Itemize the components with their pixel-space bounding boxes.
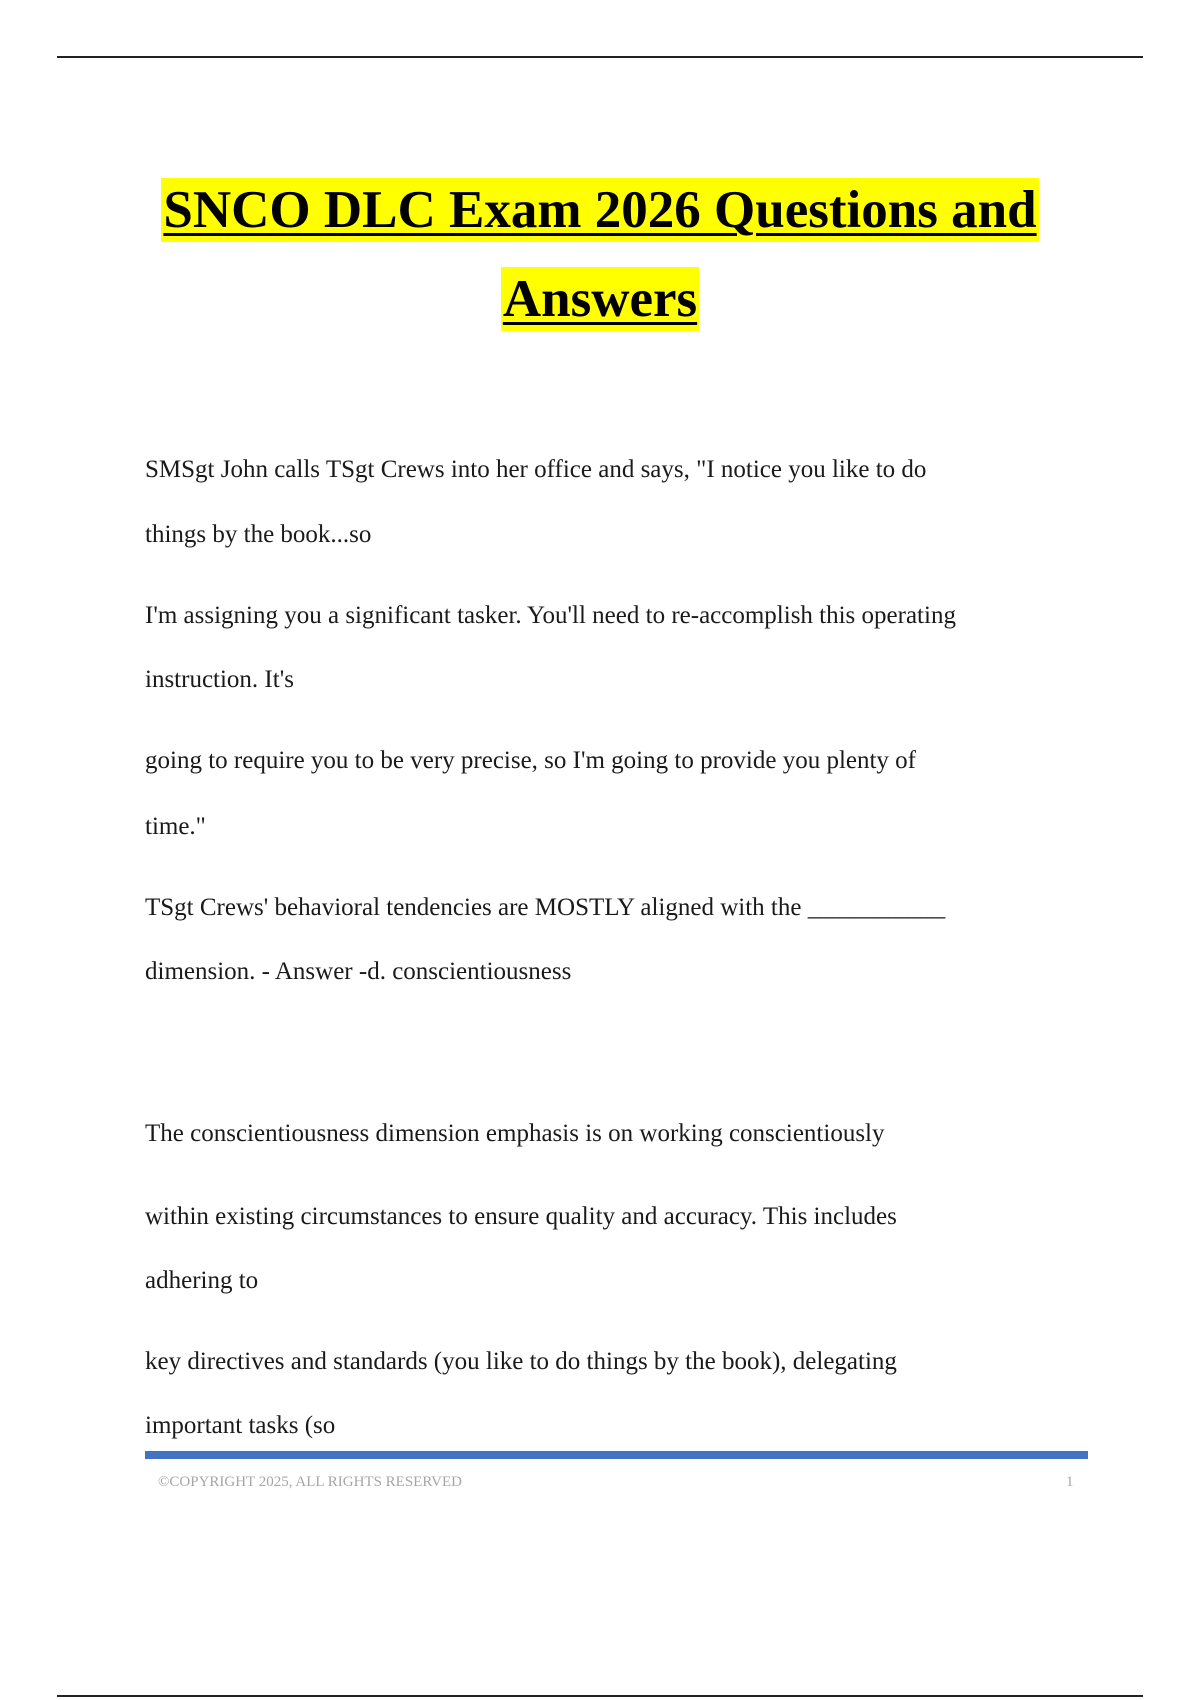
body-line-2: things by the book...so (145, 521, 372, 548)
bottom-rule (57, 1695, 1143, 1697)
body-line-7: TSgt Crews' behavioral tendencies are MOSTLY aligned with the ___________ (145, 894, 946, 921)
body-line-12: key directives and standards (you like to do things by the book), delegating (145, 1348, 897, 1375)
body-line-5: going to require you to be very precise, so I'm going to provide you plenty of (145, 747, 917, 774)
document-title (0, 178, 1200, 331)
body-line-8: dimension. - Answer -d. conscientiousness (145, 958, 572, 985)
body-line-6: time." (145, 813, 206, 840)
page-number: 1 (1066, 1474, 1074, 1490)
body-line-3: I'm assigning you a significant tasker. You'll need to re-accomplish this operating (145, 602, 956, 629)
body-line-11: adhering to (145, 1267, 259, 1294)
title-line-2: Answers (501, 267, 699, 331)
body-line-1: SMSgt John calls TSgt Crews into her office and says, "I notice you like to do (145, 456, 927, 483)
body-line-9: The conscientiousness dimension emphasis is on working conscientiously (145, 1120, 885, 1147)
top-rule (57, 56, 1143, 58)
title-line-1: SNCO DLC Exam 2026 Questions and (161, 178, 1038, 242)
body-line-10: within existing circumstances to ensure quality and accuracy. This includes (145, 1203, 897, 1230)
body-line-13: important tasks (so (145, 1412, 336, 1439)
footer-bar (145, 1451, 1088, 1459)
body-line-4: instruction. It's (145, 666, 294, 693)
footer-copyright: ©COPYRIGHT 2025, ALL RIGHTS RESERVED (158, 1474, 462, 1490)
